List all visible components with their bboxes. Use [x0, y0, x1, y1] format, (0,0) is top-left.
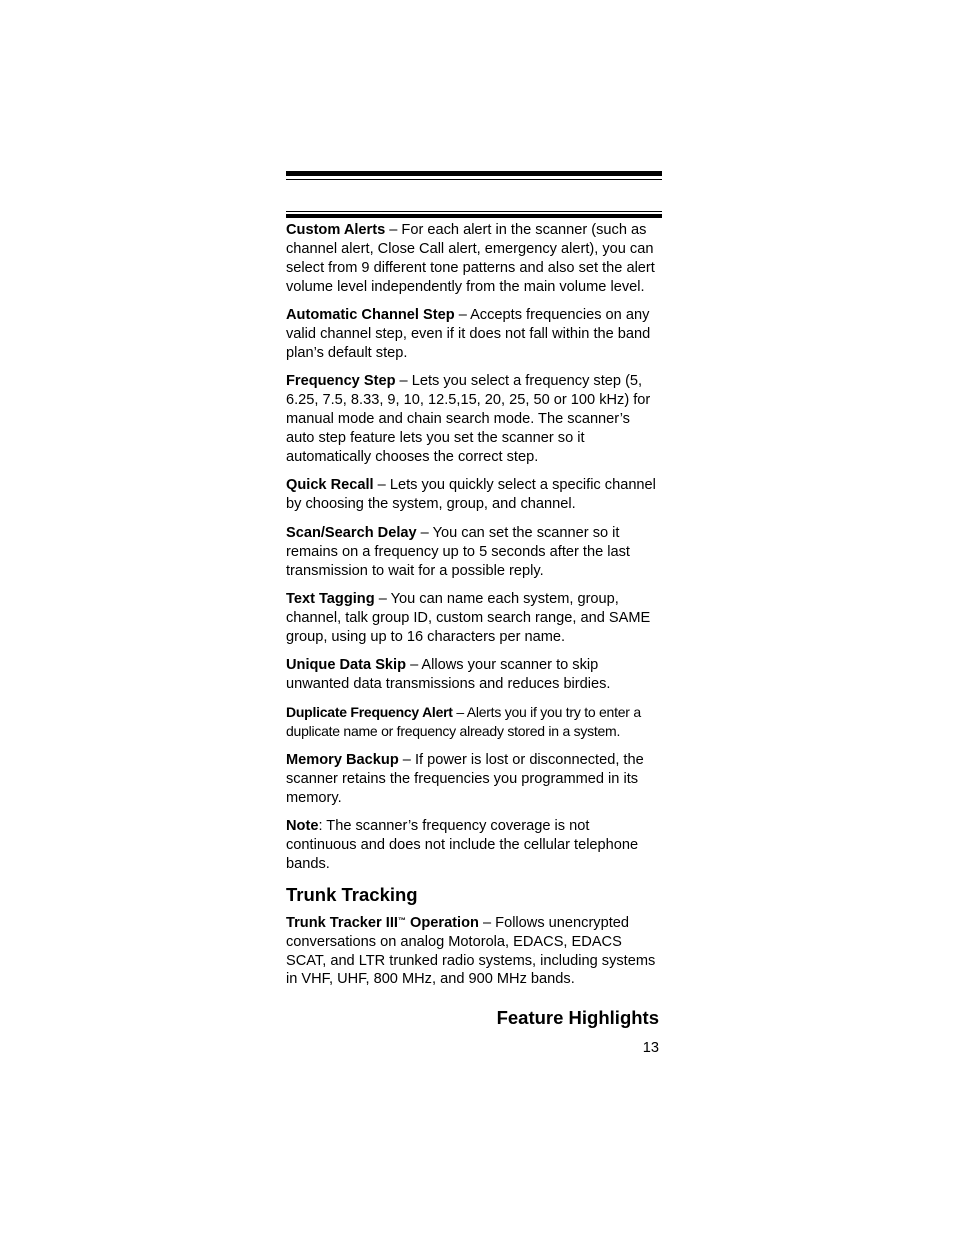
feature-description: – Alerts you if you try to enter a duplicate name or frequency already stored in a system.	[286, 704, 641, 740]
top-double-rule	[286, 171, 662, 180]
feature-description: – You can set the scanner so it remains on a frequency up to 5 seconds after the last transmission to wait for a possible reply.	[286, 524, 630, 579]
feature-term: Unique Data Skip	[286, 657, 407, 674]
feature-term: Text Tagging	[286, 590, 375, 607]
feature-text-tagging	[286, 590, 662, 647]
feature-automatic-channel-step	[286, 306, 662, 363]
feature-description: – Allows your scanner to skip unwanted data transmissions and reduces birdies.	[286, 657, 611, 693]
feature-description: – If power is lost or disconnected, the scanner retains the frequencies you programmed in its memory.	[286, 751, 644, 806]
coverage-note	[286, 817, 662, 874]
section-thick-line	[286, 214, 662, 218]
feature-custom-alerts	[286, 221, 662, 297]
running-footer-title: Feature Highlights	[496, 1007, 659, 1028]
trademark-symbol: ™	[397, 915, 406, 925]
feature-scan-search-delay	[286, 524, 662, 581]
top-thick-line	[286, 171, 662, 176]
feature-term: Automatic Channel Step	[286, 307, 455, 324]
feature-quick-recall	[286, 476, 662, 514]
feature-term	[286, 915, 479, 931]
page-body	[286, 221, 662, 999]
page-number: 13	[642, 1040, 659, 1056]
feature-memory-backup	[286, 751, 662, 808]
feature-description: – Follows unencrypted conversations on analog Motorola, EDACS, EDACS SCAT, and LTR trunked radio systems, including systems in VHF, UHF, 800 MHz, and 900 MHz bands.	[286, 914, 656, 988]
feature-duplicate-frequency-alert	[286, 703, 662, 741]
feature-term: Custom Alerts	[286, 222, 386, 238]
feature-frequency-step	[286, 372, 662, 467]
feature-trunk-tracker-operation	[286, 914, 662, 990]
note-label: Note	[286, 817, 319, 834]
feature-term: Frequency Step	[286, 373, 396, 390]
feature-term: Memory Backup	[286, 751, 399, 768]
trunk-term-suffix: Operation	[405, 914, 479, 931]
feature-description: – For each alert in the scanner (such as channel alert, Close Call alert, emergency alert), you can select from 9 different tone patterns and also set the alert volume level independently from the main volume level.	[286, 222, 655, 295]
section-heading-trunk-tracking: Trunk Tracking	[286, 883, 418, 905]
feature-description: – Accepts frequencies on any valid channel step, even if it does not fall within the band plan’s default step.	[286, 307, 651, 361]
section-thin-line	[286, 211, 662, 212]
feature-term: Scan/Search Delay	[286, 524, 417, 541]
trunk-term-name: Trunk Tracker III	[286, 914, 398, 931]
feature-description: – You can name each system, group, channel, talk group ID, custom search range, and SAME group, using up to 16 characters per name.	[286, 590, 651, 645]
section-double-rule	[286, 211, 662, 218]
note-text: : The scanner’s frequency coverage is not continuous and does not include the cellular telephone bands.	[286, 817, 639, 872]
feature-unique-data-skip	[286, 656, 662, 694]
feature-description: – Lets you select a frequency step (5, 6.25, 7.5, 8.33, 9, 10, 12.5,15, 20, 25, 50 or 100 kHz) for manual mode and chain search mode. The scanner’s auto step feature lets you set the scanner so it automatically chooses the correct step.	[286, 373, 651, 465]
feature-term: Duplicate Frequency Alert	[286, 704, 453, 721]
feature-description: – Lets you quickly select a specific channel by choosing the system, group, and channel.	[286, 477, 656, 513]
feature-term: Quick Recall	[286, 477, 374, 494]
top-thin-line	[286, 179, 662, 180]
